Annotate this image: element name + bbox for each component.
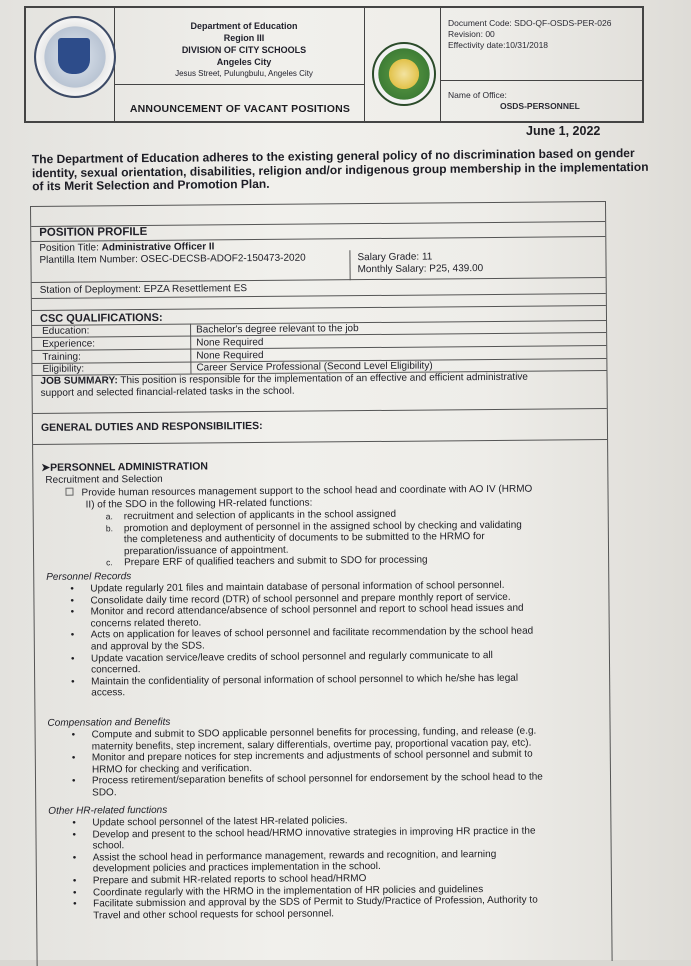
position-label: Position Title: — [39, 242, 99, 254]
list-item-text: preparation/issuance of appointment. — [123, 544, 289, 557]
header-division: DIVISION OF CITY SCHOOLS — [181, 45, 307, 55]
list-letter: a. — [105, 511, 113, 522]
list-item-line: Process retirement/separation benefits of school personnel for endorsement by the school head to the — [91, 771, 543, 787]
records-heading: Personnel Records — [46, 571, 132, 583]
angeles-city-seal-icon — [372, 42, 436, 106]
doc-revision: Revision: 00 — [448, 29, 495, 39]
bullet-dot: • — [70, 630, 75, 642]
list-item-line: Prepare and submit HR-related reports to school head/HRMO — [92, 873, 367, 887]
list-item-line: maternity benefits, step increment, salary differentials, overtime pay, proportional vacation pay, etc). — [91, 737, 532, 753]
qual-experience-value: None Required — [196, 336, 264, 349]
qual-experience-label: Experience: — [42, 338, 96, 350]
bullet-dot: • — [72, 852, 77, 864]
salary-grade: Salary Grade: 11 — [357, 251, 433, 264]
list-item-text: recruitment and selection of applicants in the school assigned — [123, 508, 397, 523]
personnel-admin-label: PERSONNEL ADMINISTRATION — [50, 460, 209, 474]
list-item-text: promotion and deployment of personnel in the assigned school by checking and validating — [123, 519, 522, 534]
arrowhead-icon: ➤ — [41, 461, 51, 474]
qual-training-label: Training: — [42, 351, 81, 363]
header-org-block — [126, 20, 362, 80]
list-item-line: concerned. — [91, 664, 141, 676]
list-item-line: school. — [92, 840, 125, 852]
plantilla-number: Plantilla Item Number: OSEC-DECSB-ADOF2-150473-2020 — [39, 252, 306, 266]
bullet-dot: • — [72, 817, 76, 829]
personnel-records-list — [54, 579, 595, 700]
list-item-line: Update vacation service/leave credits of school personnel and regularly communicate to all — [90, 649, 493, 665]
qual-education-label: Education: — [42, 325, 90, 337]
list-item — [55, 672, 595, 700]
bullet-dot: • — [70, 606, 75, 618]
compensation-heading: Compensation and Benefits — [47, 716, 171, 729]
announcement-title: ANNOUNCEMENT OF VACANT POSITIONS — [129, 103, 351, 115]
announcement-date: June 1, 2022 — [526, 124, 601, 138]
list-item-line: access. — [91, 687, 126, 699]
profile-title: POSITION PROFILE — [39, 225, 148, 239]
list-item-line: concerns related thereto. — [90, 617, 202, 630]
hr-functions-list — [106, 507, 586, 569]
qual-education-value: Bachelor's degree relevant to the job — [196, 323, 359, 336]
bullet-dot: • — [72, 829, 77, 841]
list-item-line: HRMO for checking and verification. — [91, 762, 253, 776]
list-item-line: Facilitate submission and approval by the SDS of Permit to Study/Practice of Profession, Authority to — [93, 894, 538, 910]
list-item-line: SDO. — [92, 787, 117, 799]
doc-effectivity: Effectivity date:10/31/2018 — [448, 40, 549, 50]
bullet-dot: • — [71, 729, 76, 741]
bullet-dot: • — [70, 595, 75, 607]
header-dept: Department of Education — [190, 21, 298, 31]
list-item-line: and approval by the SDS. — [90, 640, 205, 653]
bullet-dot: • — [72, 875, 77, 887]
list-item-line: Update school personnel of the latest HR-related policies. — [92, 815, 348, 829]
bullet-dot: • — [71, 775, 76, 788]
duties-title: GENERAL DUTIES AND RESPONSIBILITIES: — [40, 419, 263, 434]
list-item-text: the completeness and authenticity of documents to be submitted to the HRMO for — [123, 531, 485, 546]
document-header — [24, 6, 644, 123]
non-discrimination-policy: The Department of Education adheres to the existing general policy of no discrimination based on gender identity, sexual orientation, disabilities, religion and/or indigenous group membership in the implementation of its Merit Selection and Promotion Plan. — [31, 145, 649, 194]
compensation-list — [56, 725, 597, 799]
checkbox-icon — [65, 488, 73, 496]
list-letter: c. — [106, 557, 113, 568]
list-item-line: Consolidate daily time record (DTR) of school personnel and prepare monthly report of service. — [90, 591, 511, 607]
bullet-dot: • — [73, 898, 77, 910]
list-item — [57, 894, 597, 922]
office-value: OSDS-PERSONNEL — [500, 101, 580, 111]
job-summary-label: JOB SUMMARY: — [40, 375, 118, 387]
office-label: Name of Office: — [448, 90, 507, 100]
list-item-line: Acts on application for leaves of school personnel and facilitate recommendation by the school head — [90, 625, 534, 641]
document-meta — [448, 18, 611, 51]
office-block — [448, 90, 580, 112]
job-summary-line2: support and selected financial-related tasks in the school. — [40, 385, 295, 399]
header-city: Angeles City — [216, 57, 272, 67]
header-address: Jesus Street, Pulungbulu, Angeles City — [175, 69, 313, 78]
position-value: Administrative Officer II — [101, 241, 215, 254]
deped-seal-icon — [34, 16, 116, 98]
monthly-salary: Monthly Salary: P25, 439.00 — [357, 263, 484, 276]
qual-eligibility-value: Career Service Professional (Second Level Eligibility) — [196, 360, 433, 374]
list-item — [56, 771, 596, 799]
list-item-line: Travel and other school requests for school personnel. — [93, 908, 335, 922]
list-item-line: Monitor and record attendance/absence of school personnel and report to school head issues and — [90, 602, 524, 618]
recruitment-heading: Recruitment and Selection — [45, 473, 163, 486]
bullet-dot: • — [72, 887, 77, 899]
bullet-dot: • — [70, 583, 74, 595]
qualifications-title: CSC QUALIFICATIONS: — [39, 311, 163, 325]
list-item-line: Update regularly 201 files and maintain database of personal information of school personnel. — [90, 579, 505, 595]
other-hr-list — [56, 813, 597, 922]
list-item-text: Prepare ERF of qualified teachers and submit to SDO for processing — [124, 554, 428, 569]
list-item-line: Develop and present to the school head/HRMO innovative strategies in improving HR practice in the — [92, 825, 536, 841]
list-item-line: Coordinate regularly with the HRMO in the implementation of HR policies and guidelines — [92, 883, 484, 899]
list-item-line: Maintain the confidentiality of personal information of school personnel to which he/she has legal — [91, 672, 519, 688]
bullet-dot: • — [71, 752, 76, 764]
list-item-line: Monitor and prepare notices for step increments and adjustments of school personnel and submit to — [91, 748, 533, 764]
qual-eligibility-label: Eligibility: — [42, 363, 85, 375]
position-details-table — [30, 201, 613, 966]
provide-line1-text: Provide human resources management support to the school head and coordinate with AO IV (HRMO — [81, 483, 533, 499]
header-region: Region III — [223, 33, 265, 43]
provide-hr-support-line2: II) of the SDO in the following HR-related functions: — [85, 497, 313, 511]
list-item-line: development policies and practices implementation in the school. — [92, 861, 381, 875]
list-item-line: Compute and submit to SDO applicable personnel benefits for processing, funding, and release (e.g. — [91, 725, 537, 741]
list-item-line: Assist the school head in performance management, rewards and recognition, and learning — [92, 848, 497, 864]
bullet-dot: • — [71, 676, 75, 688]
qual-training-value: None Required — [196, 349, 264, 362]
personnel-admin-heading — [41, 461, 208, 474]
doc-code: Document Code: SDO-QF-OSDS-PER-026 — [448, 18, 612, 28]
position-title-row — [39, 241, 214, 254]
bullet-dot: • — [70, 653, 75, 665]
list-letter: b. — [105, 522, 113, 533]
other-hr-heading: Other HR-related functions — [48, 804, 168, 817]
job-summary-text1: This position is responsible for the implementation of an effective and efficient administrative — [117, 371, 529, 387]
station-of-deployment: Station of Deployment: EPZA Resettlement ES — [39, 283, 248, 296]
